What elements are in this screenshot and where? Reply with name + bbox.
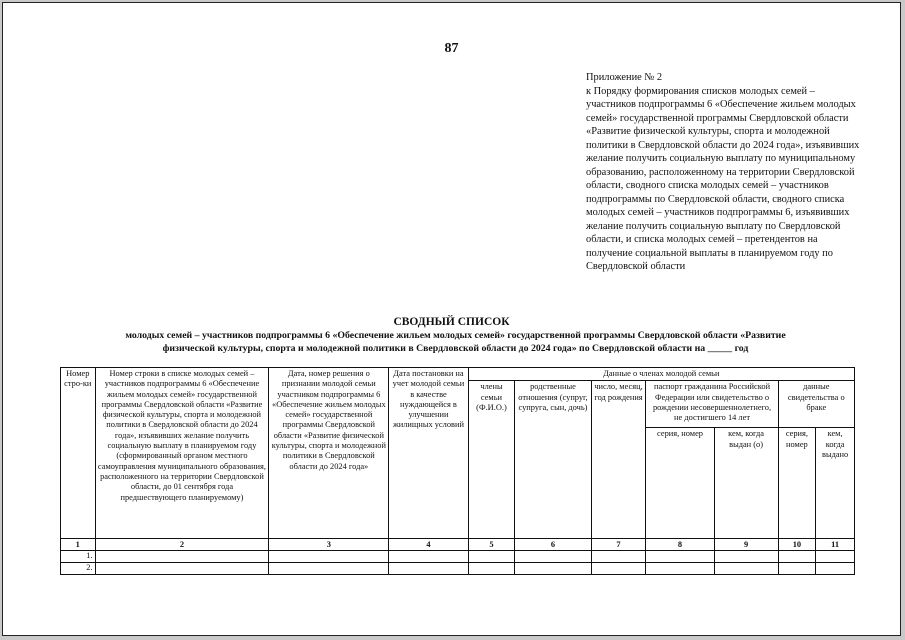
header-list-number: Номер строки в списке молодых семей – участников подпрограммы 6 «Обеспечение жильем молодых семей» государственной программы Свердловской области «Развитие физической культуры, спорта и молодежной политики в Свердловской области до 2024 года», изъявивших желание получить социальную выплату в планируемом году (сформированный органом местного самоуправления муниципального образования, расположенного на территории Свердловской области, до 01 сентября года предшествующего планируемому) bbox=[95, 368, 269, 539]
table-cell bbox=[389, 551, 468, 563]
row-number: 1. bbox=[61, 551, 96, 563]
column-number: 3 bbox=[269, 539, 389, 551]
table-row bbox=[61, 563, 855, 575]
table-cell bbox=[816, 551, 855, 563]
table-cell bbox=[468, 551, 515, 563]
column-number: 6 bbox=[515, 539, 591, 551]
column-numbers-row bbox=[61, 539, 855, 551]
subtitle-line-1: молодых семей – участников подпрограммы 6 «Обеспечение жильем молодых семей» государственной программы Свердловской области «Развитие bbox=[125, 330, 786, 341]
header-members: члены семьи (Ф.И.О.) bbox=[468, 381, 515, 539]
table-cell bbox=[778, 563, 816, 575]
column-number: 1 bbox=[61, 539, 96, 551]
table-cell bbox=[714, 563, 778, 575]
header-marriage: данные свидетельства о браке bbox=[778, 381, 854, 428]
table-cell bbox=[269, 563, 389, 575]
table-cell bbox=[646, 563, 714, 575]
document-page bbox=[2, 2, 901, 636]
row-number: 2. bbox=[61, 563, 96, 575]
table-row bbox=[61, 551, 855, 563]
subtitle-line-2: физической культуры, спорта и молодежной политики в Свердловской области до 2024 года» по Свердловской области на _____ год bbox=[162, 343, 749, 354]
table-cell bbox=[468, 563, 515, 575]
header-relation: родственные отношения (супруг, супруга, сын, дочь) bbox=[515, 381, 591, 539]
table-cell bbox=[816, 563, 855, 575]
table-cell bbox=[714, 551, 778, 563]
table-cell bbox=[646, 551, 714, 563]
column-number: 7 bbox=[591, 539, 646, 551]
table-cell bbox=[778, 551, 816, 563]
table-cell bbox=[591, 563, 646, 575]
page-number: 87 bbox=[444, 41, 459, 56]
appendix-block bbox=[586, 71, 861, 274]
table-cell bbox=[95, 563, 269, 575]
column-number: 2 bbox=[95, 539, 269, 551]
header-passport: паспорт гражданина Российской Федерации или свидетельство о рождении несовершеннолетнего, не достигшего 14 лет bbox=[646, 381, 778, 428]
appendix-body: к Порядку формирования списков молодых семей – участников подпрограммы 6 «Обеспечение жильем молодых семей» государственной программы Свердловской области «Развитие физической культуры, спорта и молодежной политики в Свердловской области до 2024 года», изъявивших желание получить социальную выплату по муниципальному образованию, расположенному на территории Свердловской области, сводного списка молодых семей – участников подпрограммы по Свердловской области, сводного списка молодых семей – участников подпрограммы 6, изъявивших желание получить социальную выплату по Свердловской области, и списка молодых семей – претендентов на получение социальной выплаты в планируемом году по Свердловской области bbox=[586, 85, 860, 272]
header-marriage-issued: кем, когда выдано bbox=[816, 428, 855, 539]
column-number: 5 bbox=[468, 539, 515, 551]
table-cell bbox=[95, 551, 269, 563]
table-cell bbox=[515, 551, 591, 563]
column-number: 4 bbox=[389, 539, 468, 551]
header-registration: Дата постановки на учет молодой семьи в качестве нуждающейся в улучшении жилищных условий bbox=[389, 368, 468, 539]
column-number: 8 bbox=[646, 539, 714, 551]
table-cell bbox=[389, 563, 468, 575]
header-row-number: Номер стро-ки bbox=[61, 368, 96, 539]
column-number: 9 bbox=[714, 539, 778, 551]
column-number: 11 bbox=[816, 539, 855, 551]
header-row-1 bbox=[61, 368, 855, 381]
table-cell bbox=[515, 563, 591, 575]
column-number: 10 bbox=[778, 539, 816, 551]
header-decision: Дата, номер решения о признании молодой семьи участником подпрограммы 6 «Обеспечение жильем молодых семей» государственной программы Свердловской области «Развитие физической культуры, спорта и молодежной политики в Свердловской области до 2024 года» bbox=[269, 368, 389, 539]
document-title: СВОДНЫЙ СПИСОК bbox=[393, 316, 510, 328]
table-cell bbox=[269, 551, 389, 563]
summary-table bbox=[60, 367, 855, 575]
header-passport-series: серия, номер bbox=[646, 428, 714, 539]
header-family-data: Данные о членах молодой семьи bbox=[468, 368, 854, 381]
header-passport-issued: кем, когда выдан (о) bbox=[714, 428, 778, 539]
header-marriage-series: серия, номер bbox=[778, 428, 816, 539]
document-subtitle bbox=[53, 329, 858, 355]
table-cell bbox=[591, 551, 646, 563]
header-birth: число, месяц, год рождения bbox=[591, 381, 646, 539]
appendix-title: Приложение № 2 bbox=[586, 72, 663, 83]
